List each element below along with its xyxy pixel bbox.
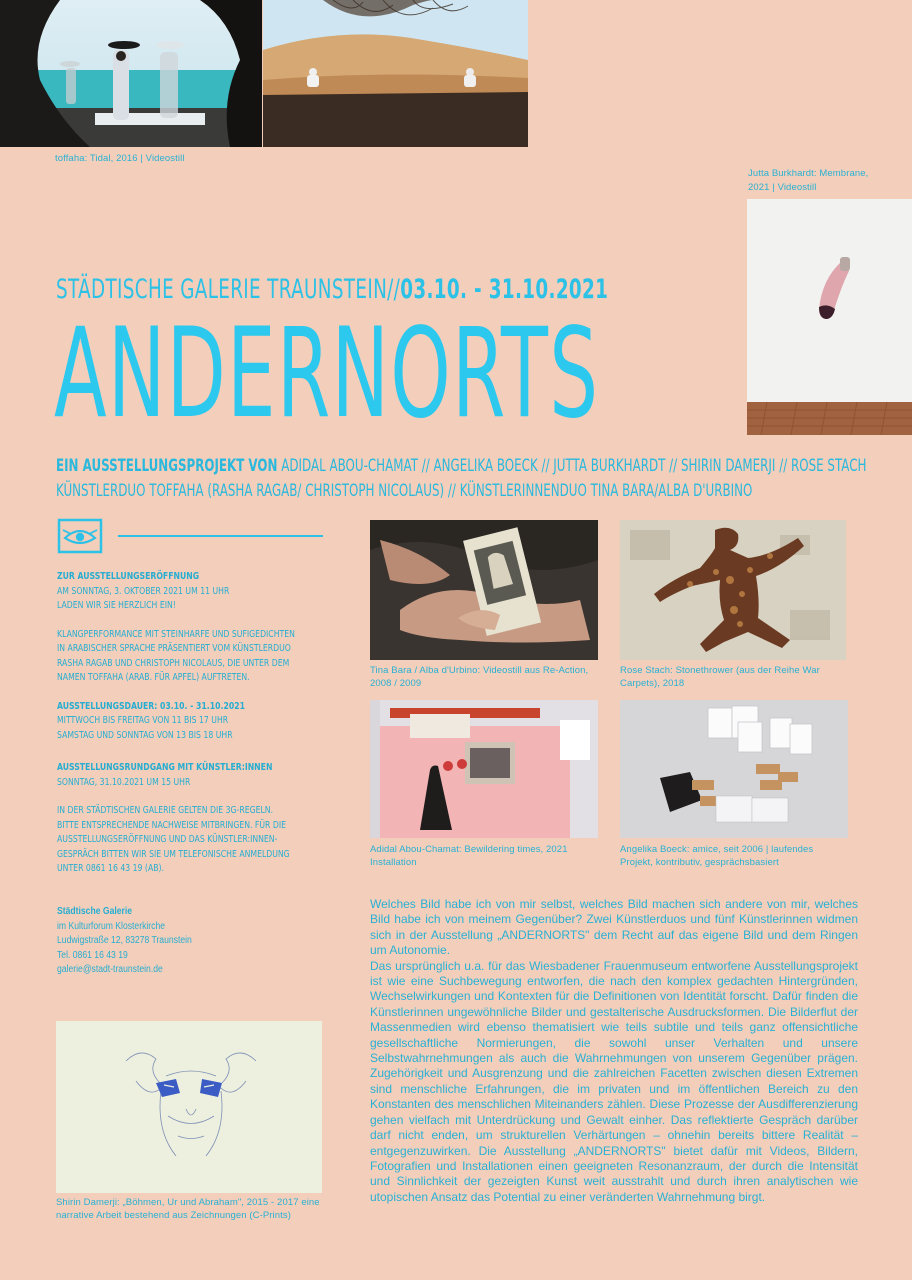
rules-line-2: BITTE ENTSPRECHENDE NACHWEISE MITBRINGEN. FÜR DIE [57,819,286,831]
eye-icon [57,518,103,554]
body-paragraph-1: Welches Bild habe ich von mir selbst, welches Bild machen sich andere von mir, welches Bild habe ich von meinem Gegenüber? Zwei Künstlerduos und fünf Künstlerinnen widmen sich in der Ausstellung „ANDERNORTS" dem Recht auf das eigene Bild und dem Ringen um Autonomie. [370,897,858,958]
performance-line-2: IN ARABISCHER SPRACHE PRÄSENTIERT VOM KÜNSTLERDUO [57,643,291,654]
caption-boeck: Angelika Boeck: amice, seit 2006 | laufendes Projekt, kontributiv, gesprächsbasiert [620,844,814,868]
body-paragraph-2: Das ursprünglich u.a. für das Wiesbadener Frauenmuseum entworfene Ausstellungsprojekt ist wie eine Suchbewegung entworfen, die nach den komplex gedachten Hintergründen, Wechselwirkungen und Kontexten für die Definitionen von Identität forscht. Dafür finden die Künstlerinnen ungewöhnliche Bilder und gestalterische Ausdrucksformen. Die Bilderflut der Massenmedien wird ebenso thematisiert wie teils subtile und teils ganz offensichtliche gesellschaftliche Normierungen, die sowohl unser Verhalten und unsere Selbstwahrnehmungen als auch die Wahrnehmungen von unserem Gegenüber prägen. Zugehörigkeit und Ausgrenzung und die zahlreichen Facetten zwischen diesen Extremen sind menschliche Erfahrungen, die im privaten und im öffentlichen Bereich zu den Konstanten des menschlichen Miteinanders zählen. Diese Prozesse der Ausdifferenzierung gehen vielfach mit Unterdrückung und Gewalt einher. Das reflektierte Gespräch darüber darf nicht enden, um strukturellen Verhärtungen – ohnehin bereits bittere Realität – entgegenzuwirken. Die Ausstellung „ANDERNORTS" bietet dafür mit Videos, Bildern, Fotografien und Installationen einen geeigneten Resonanzraum, der durch die Intensität und Sinnlichkeit der gezeigten Kunst weit ausstrahlt und durch ihren analytischen wie utopischen Ansatz das Potential zu einer veränderten Wahrnehmung birgt. [370,958,858,1204]
venue-separator: // [387,274,401,305]
opening-heading: ZUR AUSSTELLUNGSERÖFFNUNG [57,571,200,582]
artists-names-1: ADIDAL ABOU-CHAMAT // ANGELIKA BOECK // JUTTA BURKHARDT // SHIRIN DAMERJI // ROSE STACH [281,456,867,475]
photo-membrane [747,199,912,435]
rules-line-1: IN DER STÄDTISCHEN GALERIE GELTEN DIE 3G-REGELN. [57,805,274,816]
caption-damerji: Shirin Damerji: „Böhmen, Ur und Abraham", 2015 - 2017 eine narrative Arbeit bestehend aus Zeichnungen (C-Prints) [56,1197,320,1221]
photo-abou [370,700,598,838]
photo-damerji [56,1021,322,1193]
caption-bara: Tina Bara / Alba d'Urbino: Videostill aus Re-Action, 2008 / 2009 [370,665,589,689]
caption-abou: Adidal Abou-Chamat: Bewildering times, 2021 Installation [370,844,568,868]
artists-lead: EIN AUSSTELLUNGSPROJEKT VON [56,456,278,475]
photo-bara [370,520,598,660]
address-line-1: im Kulturforum Klosterkirche [57,920,166,932]
exhibition-title: ANDERNORTS [54,302,600,446]
photo-tidal-1 [0,0,262,147]
duration-line-1: MITTWOCH BIS FREITAG VON 11 BIS 17 UHR [57,715,229,726]
performance-line-4: NAMEN TOFFAHA (ARAB. FÜR APFEL) AUFTRETEN. [57,672,250,683]
opening-line-1: AM SONNTAG, 3. OKTOBER 2021 UM 11 UHR [57,585,230,597]
performance-line-3: RASHA RAGAB UND CHRISTOPH NICOLAUS, DIE UNTER DEM [57,657,290,669]
caption-stach: Rose Stach: Stonethrower (aus der Reihe War Carpets), 2018 [620,665,820,689]
artists-line-1 [56,453,866,478]
tour-heading: AUSSTELLUNGSRUNDGANG MIT KÜNSTLER:INNEN [57,762,273,773]
address-block [57,905,306,978]
artists-line-2: KÜNSTLERDUO TOFFAHA (RASHA RAGAB/ CHRISTOPH NICOLAUS) // KÜNSTLERINNENDUO TINA BARA/ALBA D'URBINO [56,481,753,500]
address-email[interactable]: galerie@stadt-traunstein.de [57,964,163,975]
caption-tidal: toffaha: Tidal, 2016 | Videostill [55,153,185,164]
address-line-2: Ludwigstraße 12, 83278 Traunstein [57,935,192,946]
duration-line-2: SAMSTAG UND SONNTAG VON 13 BIS 18 UHR [57,729,233,741]
rules-line-5: UNTER 0861 16 43 19 (AB). [57,863,165,874]
address-phone[interactable]: Tel. 0861 16 43 19 [57,949,128,961]
photo-tidal-2 [263,0,528,147]
photo-stach [620,520,846,660]
caption-membrane: Jutta Burkhardt: Membrane, 2021 | Videostill [748,168,869,193]
exhibition-dates: 03.10. - 31.10.2021 [400,274,609,305]
artists-list [56,453,866,503]
divider-line [118,535,323,537]
rules-line-4: GESPRÄCH BITTEN WIR SIE UM TELEFONISCHE ANMELDUNG [57,848,290,860]
opening-line-2: LADEN WIR SIE HERZLICH EIN! [57,600,176,611]
tour-line-1: SONNTAG, 31.10.2021 UM 15 UHR [57,776,191,788]
venue-name: STÄDTISCHE GALERIE TRAUNSTEIN [56,274,388,305]
rules-line-3: AUSSTELLUNGSERÖFFNUNG UND DAS KÜNSTLER:INNEN- [57,834,278,845]
info-block [57,570,322,877]
body-text [370,897,858,1205]
venue-line [56,274,608,305]
performance-line-1: KLANGPERFORMANCE MIT STEINHARFE UND SUFIGEDICHTEN [57,628,295,640]
photo-boeck [620,700,848,838]
duration-heading: AUSSTELLUNGSDAUER: 03.10. - 31.10.2021 [57,700,245,712]
address-name: Städtische Galerie [57,906,133,917]
